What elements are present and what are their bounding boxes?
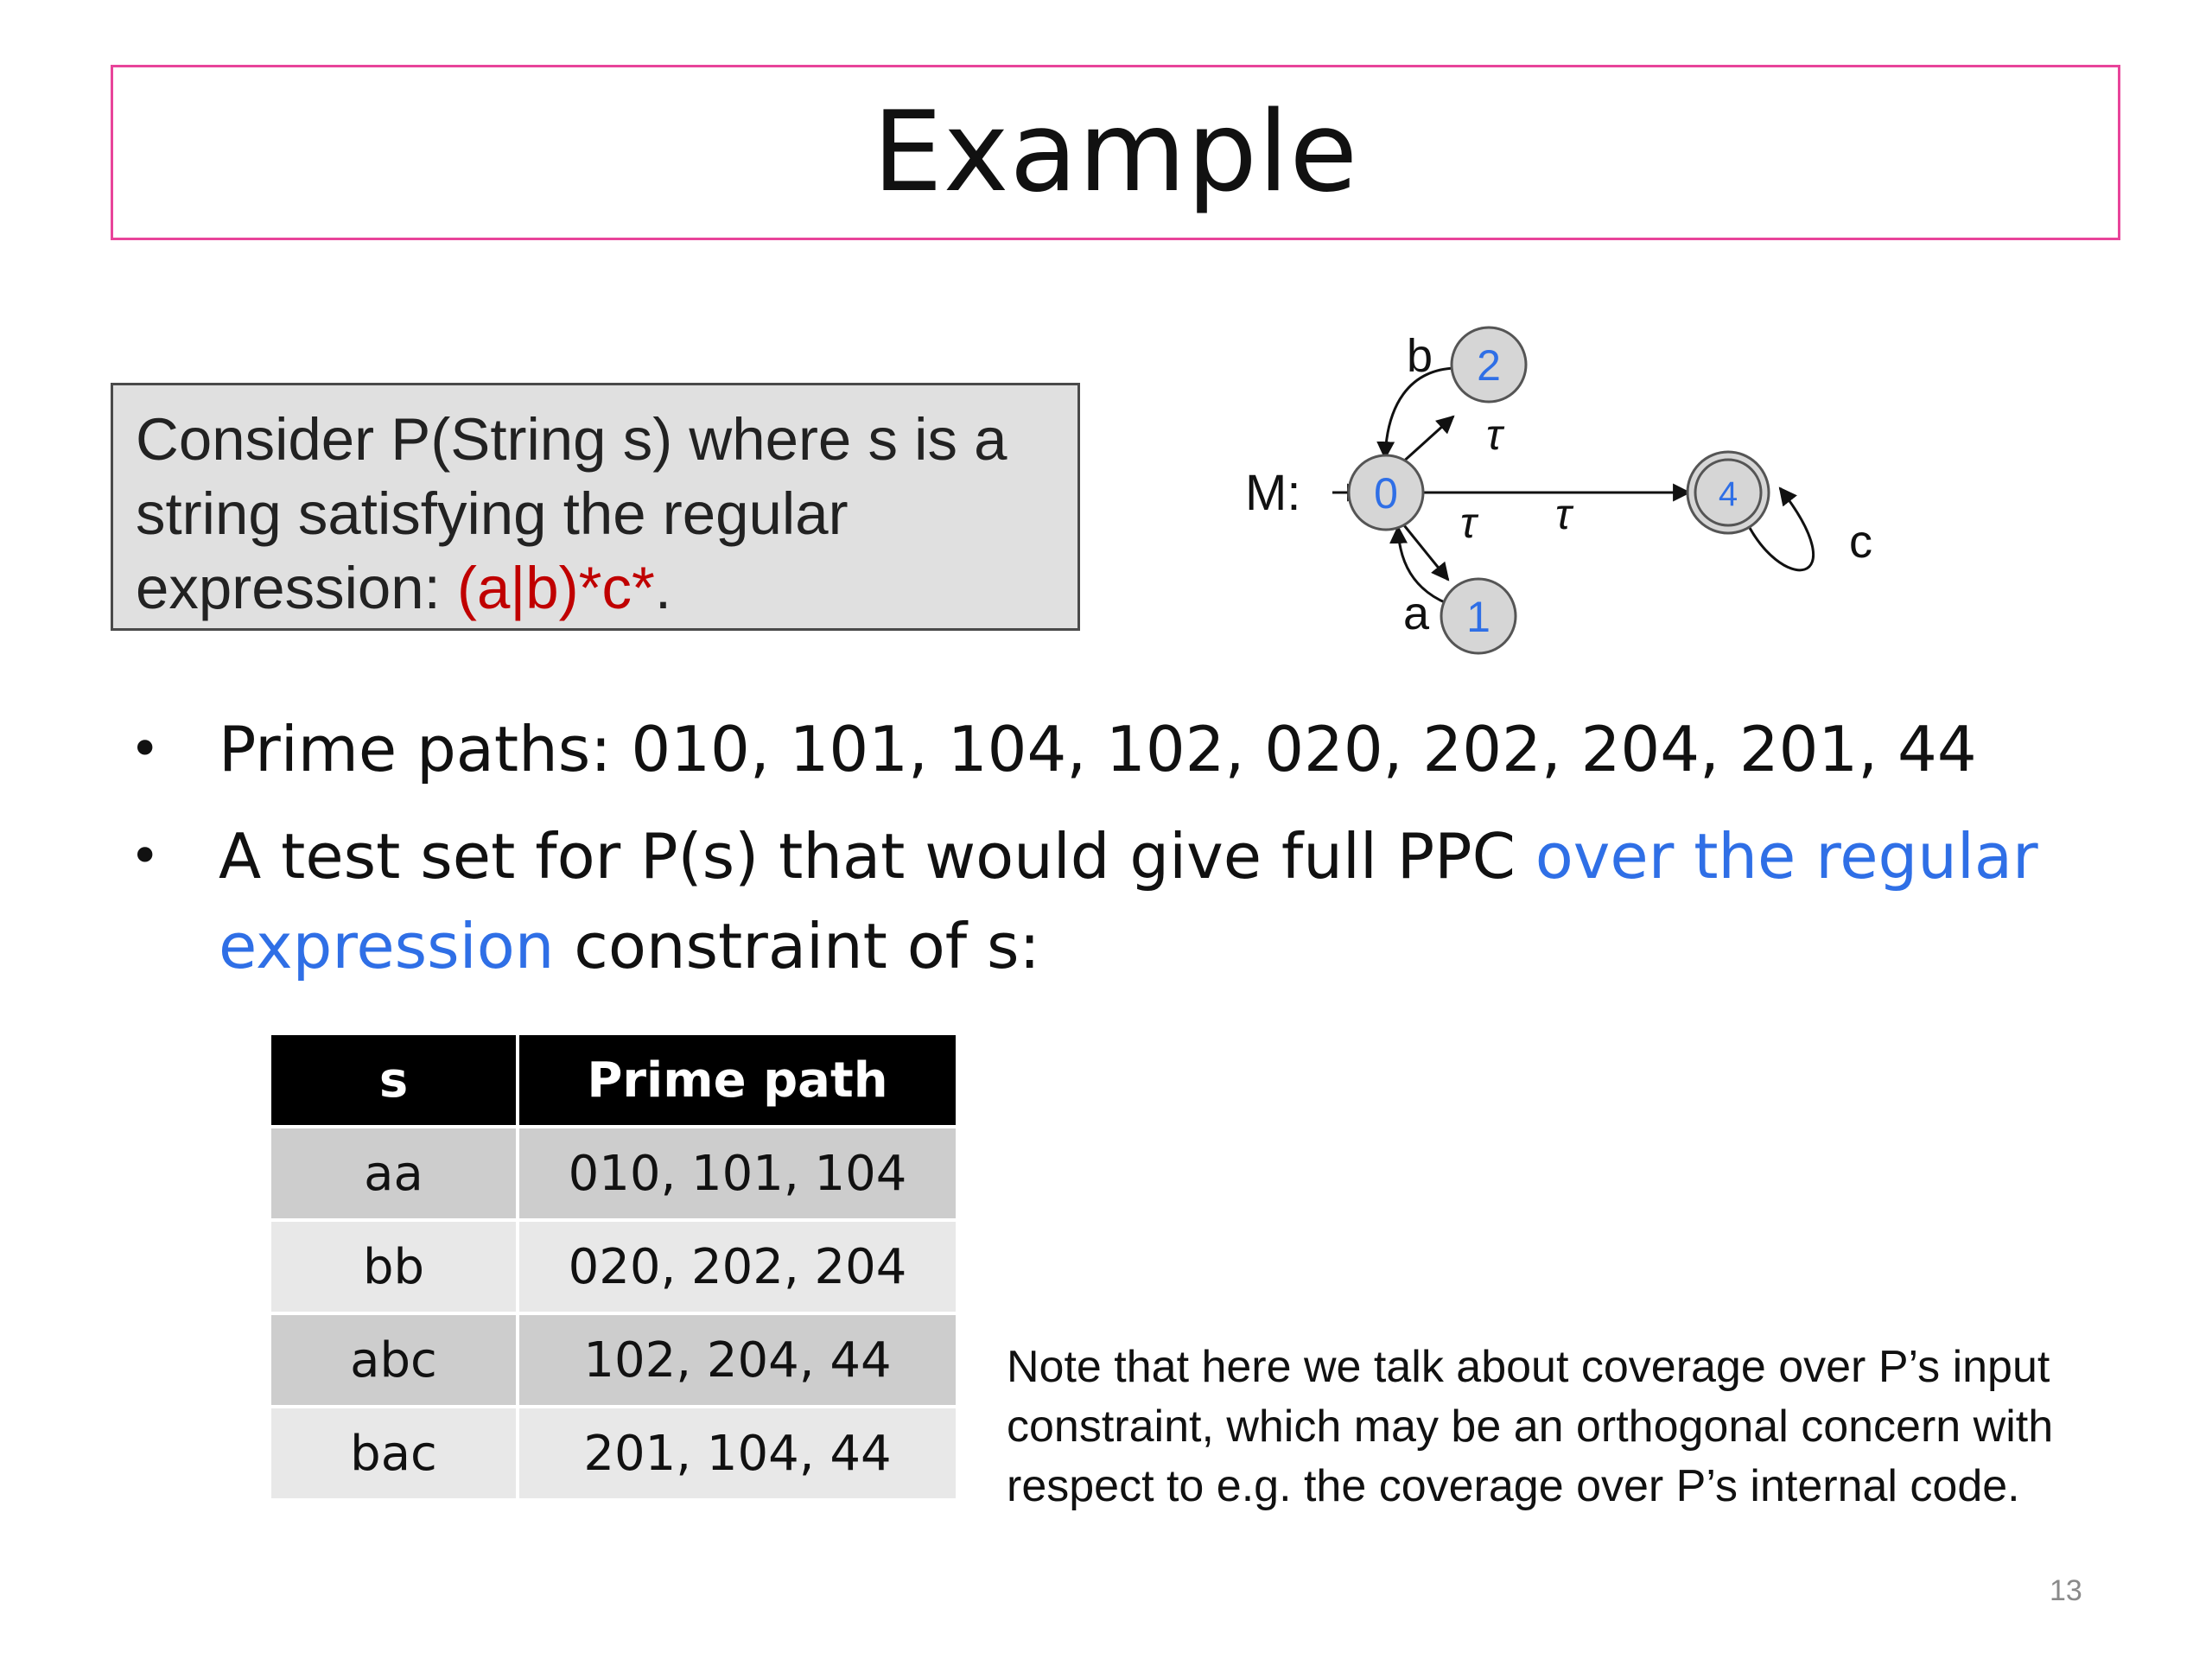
edge-label-tau-0-2: τ: [1486, 410, 1503, 459]
bullet-prime-paths: [130, 704, 2117, 794]
table-header-row: [271, 1035, 956, 1127]
cell-s: bac: [271, 1407, 518, 1498]
state-0: [1349, 455, 1423, 530]
consider-line-3: [136, 551, 1055, 626]
state-4-label: 4: [1718, 475, 1738, 513]
table-row: [271, 1127, 956, 1220]
edge-label-tau-0-4: τ: [1555, 490, 1572, 538]
bullet-2-part1: A test set for P(s) that would give full PPC: [219, 820, 1535, 893]
state-4-accepting: [1688, 452, 1769, 533]
note-line-3: respect to e.g. the coverage over P’s internal code.: [1007, 1461, 2020, 1511]
cell-prime-path: 201, 104, 44: [518, 1407, 956, 1498]
edge-label-a: a: [1403, 588, 1430, 639]
edge-label-c: c: [1849, 516, 1872, 568]
consider-line-2: string satisfying the regular: [136, 480, 849, 547]
table-row: [271, 1220, 956, 1313]
consider-box: [111, 383, 1080, 631]
edge-0-2: [1401, 416, 1453, 464]
bullet-1-text: Prime paths: 010, 101, 104, 102, 020, 202, 204, 201, 44: [219, 713, 1977, 785]
bullet-test-set: [130, 811, 2117, 991]
cell-s: abc: [271, 1313, 518, 1407]
header-s: s: [271, 1035, 518, 1127]
title-box: [111, 65, 2120, 240]
bullet-2-part2: constraint of s:: [554, 910, 1040, 982]
page-title: Example: [872, 87, 1359, 217]
cell-s: bb: [271, 1220, 518, 1313]
cell-prime-path: 020, 202, 204: [518, 1220, 956, 1313]
cell-prime-path: 010, 101, 104: [518, 1127, 956, 1220]
bullet-2-blue1: over the regular: [1535, 820, 2038, 893]
state-1-label: 1: [1466, 593, 1491, 641]
consider-line-3-suffix: .: [654, 555, 672, 621]
state-1: [1441, 579, 1516, 653]
consider-line-3-prefix: expression:: [136, 555, 458, 621]
consider-line-1: Consider P(String s) where s is a: [136, 406, 1007, 473]
bullet-list: [130, 704, 2117, 1008]
edge-label-tau-0-1: τ: [1460, 499, 1477, 547]
prime-path-table: [271, 1035, 956, 1498]
page-number: 13: [2050, 1574, 2082, 1607]
note-text: [1007, 1338, 2173, 1516]
edge-label-b: b: [1407, 330, 1433, 382]
machine-label: M:: [1245, 465, 1301, 521]
regex-text: (a|b)*c*: [457, 555, 655, 621]
header-prime-path: Prime path: [518, 1035, 956, 1127]
cell-prime-path: 102, 204, 44: [518, 1313, 956, 1407]
note-line-1: Note that here we talk about coverage over P’s input: [1007, 1342, 2050, 1392]
bullet-dot-icon: •: [130, 719, 161, 779]
bullet-2-blue2: expression: [219, 910, 555, 982]
table-row: [271, 1407, 956, 1498]
cell-s: aa: [271, 1127, 518, 1220]
table-row: [271, 1313, 956, 1407]
state-machine-diagram: [1210, 311, 1918, 674]
bullet-dot-icon: •: [130, 826, 161, 887]
note-line-2: constraint, which may be an orthogonal concern with: [1007, 1402, 2054, 1452]
state-2-label: 2: [1477, 341, 1501, 390]
state-2: [1452, 327, 1526, 402]
state-0-label: 0: [1374, 469, 1398, 518]
